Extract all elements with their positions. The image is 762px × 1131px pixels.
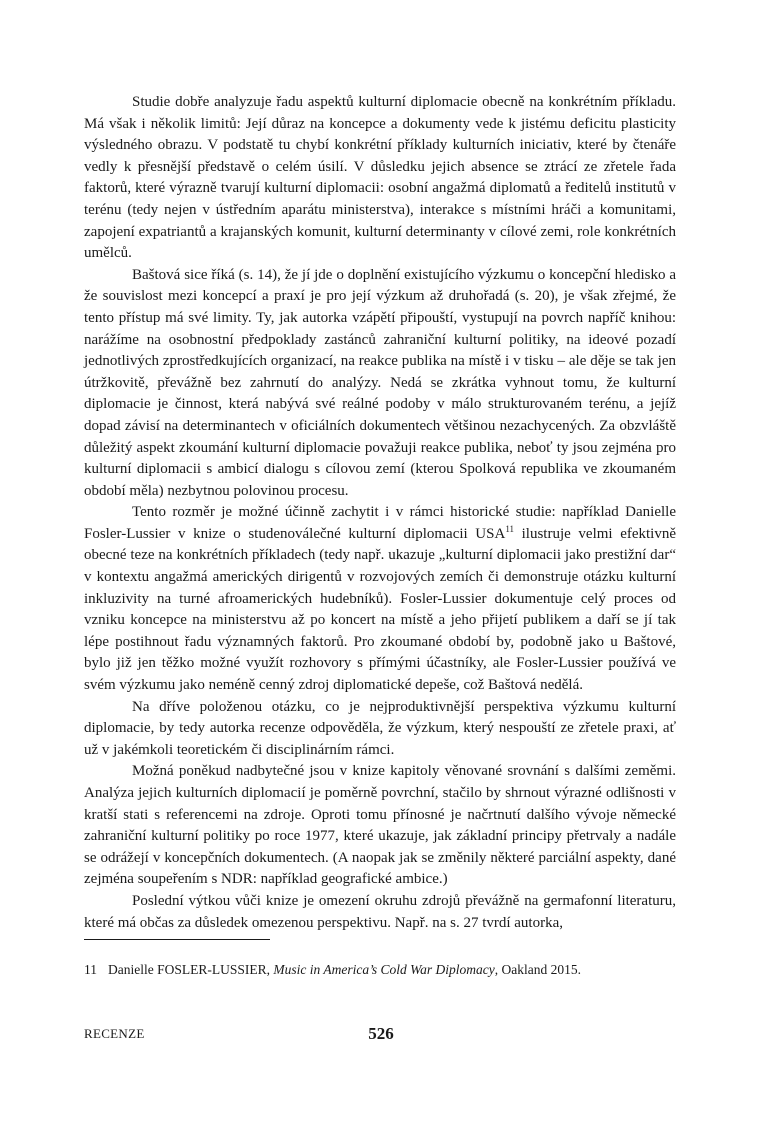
paragraph-1: Studie dobře analyzuje řadu aspektů kulturní diplomacie obecně na konkrétním příkladu. Má však i několik limitů: Její důraz na koncepce a dokumenty vede k jistému deficitu plasticity výsledného obrazu. V podstatě tu chybí konkrétní příklady kulturních iniciativ, které by čtenáře vedly k přesnější představě o celém úsilí. V důsledku jejich absence se ztrácí ze zřetele řada faktorů, které výrazně tvarují kulturní diplomacii: osobní angažmá diplomatů a ředitelů institutů v terénu (tedy nejen v ústředním aparátu ministerstva), interakce s místními hráči a komunitami, zapojení expatriantů a krajanských komunit, kulturní determinanty v cílové zemi, role konkrétních umělců. [84,94,676,262]
footnote-number: 11 [84,962,97,977]
paragraph-2: Baštová sice říká (s. 14), že jí jde o doplnění existujícího výzkumu o koncepční hledisko a že souvislost mezi koncepcí a praxí je pro její výzkum až druhořadá (s. 20), je však zřejmé, že tento přístup má své limity. Ty, jak autorka vzápětí připouští, vystupují na povrch napříč knihou: narážíme na osobnostní předpoklady zastánců zahraniční kulturní politiky, na ideové pozadí jednotlivých zprostředkujících organizací, na reakce publika na místě i v tisku – ale děje se tak jen útržkovitě, převážně bez zahrnutí do analýzy. Nedá se zkrátka vyhnout tomu, že kulturní diplomacie je činnost, která nabývá své reálné podoby v málo strukturovaném terénu, a jejíž dopad závisí na determinantech v oficiálních dokumentech většinou nezachycených. Za obzvláště důležitý aspekt zkoumání kulturní diplomacie považuji reakce publika, neboť ty jsou zejména pro kulturní diplomacii s ambicí dialogu s cílovou zemí (kterou Spolková republika ve zkoumaném období měla) nezbytnou polovinou procesu. [84,266,676,499]
running-footer-section: RECENZE [84,1026,145,1041]
footnote-title: Music in America’s Cold War Diplomacy [273,962,495,977]
paragraph-5: Možná poněkud nadbytečné jsou v knize kapitoly věnované srovnání s dalšími zeměmi. Analýza jejich kulturních diplomacií je poměrně povrchní, stačilo by shrnout výrazné odlišnosti v kratší stati s referencemi na zdroje. Oproti tomu přínosné je načrtnutí dalšího vývoje německé zahraniční kulturní politiky po roce 1977, které ukazuje, jak základní principy přetrvaly a nadále se odrážejí v koncepčních dokumentech. (A naopak jak se změnily některé parciální aspekty, dané zejména soupeřením s NDR: například geografické ambice.) [84,763,676,888]
page-number: 526 [368,1024,394,1043]
paragraph-3-text-before: Tento rozměr je možné účinně zachytit i v rámci historické studie: například Danielle Fosler-Lussier v knize o studenoválečné kulturní diplomacii USA [84,504,676,542]
footnote [84,961,676,979]
paragraph-6: Poslední výtkou vůči knize je omezení okruhu zdrojů převážně na germafonní literaturu, které má občas za důsledek omezenou perspektivu. Např. na s. 27 tvrdí autorka, [84,892,676,931]
footnote-publication: , Oakland 2015. [494,962,581,977]
footnote-author: Danielle FOSLER-LUSSIER, [108,962,274,977]
footnote-divider [84,939,270,940]
paragraph-3-text-after: ilustruje velmi efektivně obecné teze na konkrétních příkladech (tedy např. ukazuje „kulturní diplomacii jako prestižní dar“ v kontextu angažmá amerických dirigentů v rozvojových zemích či demonstruje otázku kulturní inkluzivity na turné afroamerických hudebníků). Fosler-Lussier dokumentuje celý proces od vzniku koncepce na ministerstvu až po koncert na místě a jeho přijetí publikem a daří se jí tak lépe postihnout řadu významných faktorů. Pro zkoumané období by, podobně jako u Baštové, bylo již jen těžko možné využít rozhovory s přímými účastníky, ale Fosler-Lussier používá ve svém výzkumu jako neméně cenný zdroj diplomatické depeše, což Baštová nedělá. [84,525,676,694]
body-text [84,92,676,934]
paragraph-3 [84,502,676,696]
paragraph-4: Na dříve položenou otázku, co je nejproduktivnější perspektiva výzkumu kulturní diplomacie, by tedy autorka recenze odpověděla, že výzkum, který nespouští ze zřetele praxi, ať už v jakémkoli teoretickém či disciplinárním rámci. [84,698,676,758]
footnote-reference[interactable]: 11 [505,523,514,534]
